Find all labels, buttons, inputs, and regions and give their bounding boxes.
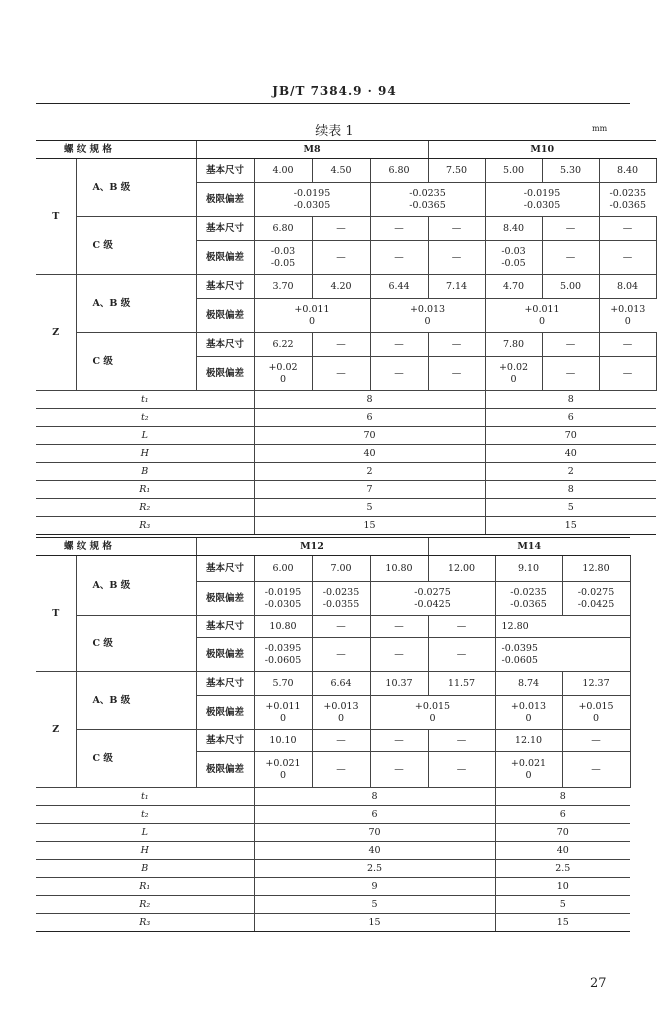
table-cell: 5 [254, 499, 485, 517]
table-cell: — [370, 217, 428, 241]
tolerance-label: 极限偏差 [196, 183, 254, 217]
table-cell: — [428, 616, 495, 638]
grade-label: C 级 [76, 217, 196, 275]
table-cell: — [428, 730, 495, 752]
thread-spec-header: M10 [428, 141, 656, 159]
table-cell: -0.03 -0.05 [485, 241, 542, 275]
table-cell: -0.0395 -0.0605 [495, 638, 630, 672]
table-cell: — [599, 357, 656, 391]
table-cell: — [428, 357, 485, 391]
table-cell: 4.70 [485, 275, 542, 299]
table-cell: -0.0195 -0.0305 [254, 582, 312, 616]
grade-label: C 级 [76, 730, 196, 788]
table-cell: 2 [485, 463, 656, 481]
table-cell: 15 [254, 517, 485, 535]
table-cell: — [312, 241, 370, 275]
table-cell: 7 [254, 481, 485, 499]
table-cell: 8 [495, 788, 630, 806]
param-label: H [36, 445, 254, 463]
grade-label: A、B 级 [76, 556, 196, 616]
table-cell: 6.64 [312, 672, 370, 696]
table-cell: 5.70 [254, 672, 312, 696]
table-cell: 12.00 [428, 556, 495, 582]
table-cell: — [542, 333, 599, 357]
table-cell: 40 [254, 842, 495, 860]
table-cell: — [370, 333, 428, 357]
table-cell: — [370, 616, 428, 638]
table-cell: -0.0235 -0.0365 [495, 582, 562, 616]
type-label: Z [36, 672, 76, 788]
table-cell: -0.0235 -0.0355 [312, 582, 370, 616]
table-cell: +0.011 0 [254, 696, 312, 730]
table-cell: 9.10 [495, 556, 562, 582]
spec-header-label: 螺 纹 规 格 [36, 141, 196, 159]
thread-spec-header: M8 [196, 141, 428, 159]
table-cell: 40 [495, 842, 630, 860]
table-cell: 10.80 [254, 616, 312, 638]
grade-label: A、B 级 [76, 672, 196, 730]
table-cell: 8 [254, 391, 485, 409]
type-label: T [36, 159, 76, 275]
table-cell: 9 [254, 878, 495, 896]
table-cell: — [542, 241, 599, 275]
table-cell: 40 [485, 445, 656, 463]
table-cell: 6 [485, 409, 656, 427]
table-cell: 4.20 [312, 275, 370, 299]
table-cell: 2 [254, 463, 485, 481]
table-cell: — [312, 333, 370, 357]
table-cell: 2.5 [254, 860, 495, 878]
table-title: 续表 1 [315, 124, 354, 139]
table-cell: 10.10 [254, 730, 312, 752]
basic-size-label: 基本尺寸 [196, 556, 254, 582]
table-cell: 15 [254, 914, 495, 932]
table-cell: 8.04 [599, 275, 656, 299]
grade-label: C 级 [76, 616, 196, 672]
tolerance-label: 极限偏差 [196, 241, 254, 275]
table-cell: -0.0235 -0.0365 [599, 183, 656, 217]
basic-size-label: 基本尺寸 [196, 275, 254, 299]
table-cell: +0.021 0 [254, 752, 312, 788]
table-cell: 7.00 [312, 556, 370, 582]
table-cell: 10.37 [370, 672, 428, 696]
param-label: R₁ [36, 481, 254, 499]
table-cell: 70 [254, 824, 495, 842]
table-cell: +0.011 0 [254, 299, 370, 333]
table-cell: 12.37 [562, 672, 630, 696]
basic-size-label: 基本尺寸 [196, 730, 254, 752]
param-label: R₃ [36, 914, 254, 932]
table-cell: 70 [254, 427, 485, 445]
table-cell: — [562, 752, 630, 788]
page-number: 27 [590, 976, 607, 991]
tolerance-label: 极限偏差 [196, 696, 254, 730]
table-cell: 5 [485, 499, 656, 517]
grade-label: A、B 级 [76, 159, 196, 217]
param-label: t₁ [36, 391, 254, 409]
table-cell: — [562, 730, 630, 752]
param-label: t₁ [36, 788, 254, 806]
spec-header-label: 螺 纹 规 格 [36, 538, 196, 556]
table-cell: — [428, 333, 485, 357]
table-cell: — [542, 217, 599, 241]
tolerance-label: 极限偏差 [196, 638, 254, 672]
table-cell: +0.015 0 [370, 696, 495, 730]
table-cell: — [599, 333, 656, 357]
table-cell: — [370, 241, 428, 275]
basic-size-label: 基本尺寸 [196, 672, 254, 696]
type-label: T [36, 556, 76, 672]
unit-label: mm [592, 124, 608, 133]
table-cell: 8 [485, 391, 656, 409]
table-cell: — [428, 752, 495, 788]
param-label: R₃ [36, 517, 254, 535]
table-cell: +0.013 0 [312, 696, 370, 730]
table-cell: 10.80 [370, 556, 428, 582]
table-cell: 3.70 [254, 275, 312, 299]
basic-size-label: 基本尺寸 [196, 159, 254, 183]
table-cell: 10 [495, 878, 630, 896]
table-cell: 5.00 [485, 159, 542, 183]
table-cell: 8.40 [485, 217, 542, 241]
table-cell: +0.011 0 [485, 299, 599, 333]
table-cell: 4.00 [254, 159, 312, 183]
grade-label: A、B 级 [76, 275, 196, 333]
spec-table-section-1 [36, 140, 656, 535]
table-cell: 6 [495, 806, 630, 824]
param-label: R₂ [36, 499, 254, 517]
table-cell: — [599, 217, 656, 241]
tolerance-label: 极限偏差 [196, 299, 254, 333]
param-label: L [36, 824, 254, 842]
basic-size-label: 基本尺寸 [196, 333, 254, 357]
spec-table-section-2 [36, 537, 630, 932]
table-cell: 6.22 [254, 333, 312, 357]
table-cell: — [370, 752, 428, 788]
document-code: JB/T 7384.9 · 94 [272, 84, 397, 98]
table-cell: 15 [495, 914, 630, 932]
param-label: R₁ [36, 878, 254, 896]
table-cell: — [370, 638, 428, 672]
thread-spec-header: M12 [196, 538, 428, 556]
table-cell: 12.80 [495, 616, 630, 638]
table-cell: — [428, 217, 485, 241]
table-cell: — [312, 217, 370, 241]
table-cell: -0.0275 -0.0425 [370, 582, 495, 616]
thread-spec-header: M14 [428, 538, 630, 556]
table-cell: 40 [254, 445, 485, 463]
table-cell: — [599, 241, 656, 275]
table-cell: 6.80 [254, 217, 312, 241]
table-cell: 6.00 [254, 556, 312, 582]
table-cell: 12.80 [562, 556, 630, 582]
table-cell: -0.0395 -0.0605 [254, 638, 312, 672]
grade-label: C 级 [76, 333, 196, 391]
table-cell: 4.50 [312, 159, 370, 183]
table-cell: — [370, 730, 428, 752]
table-cell: +0.02 0 [254, 357, 312, 391]
table-cell: +0.013 0 [495, 696, 562, 730]
table-cell: 8.40 [599, 159, 656, 183]
param-label: t₂ [36, 409, 254, 427]
table-cell: 6 [254, 806, 495, 824]
param-label: H [36, 842, 254, 860]
table-cell: -0.0195 -0.0305 [254, 183, 370, 217]
table-cell: 7.80 [485, 333, 542, 357]
param-label: R₂ [36, 896, 254, 914]
table-cell: — [312, 730, 370, 752]
table-cell: 8 [485, 481, 656, 499]
table-cell: — [312, 638, 370, 672]
table-cell: 6 [254, 409, 485, 427]
table-cell: 6.44 [370, 275, 428, 299]
tolerance-label: 极限偏差 [196, 582, 254, 616]
table-cell: 15 [485, 517, 656, 535]
type-label: Z [36, 275, 76, 391]
table-cell: 70 [495, 824, 630, 842]
tolerance-label: 极限偏差 [196, 752, 254, 788]
table-cell: 5 [254, 896, 495, 914]
table-cell: -0.03 -0.05 [254, 241, 312, 275]
basic-size-label: 基本尺寸 [196, 616, 254, 638]
table-cell: 2.5 [495, 860, 630, 878]
table-cell: 7.50 [428, 159, 485, 183]
table-cell: — [428, 638, 495, 672]
basic-size-label: 基本尺寸 [196, 217, 254, 241]
table-cell: 8 [254, 788, 495, 806]
table-cell: +0.015 0 [562, 696, 630, 730]
table-cell: 11.57 [428, 672, 495, 696]
table-cell: 8.74 [495, 672, 562, 696]
param-label: B [36, 463, 254, 481]
table-cell: 5.00 [542, 275, 599, 299]
table-cell: -0.0275 -0.0425 [562, 582, 630, 616]
table-cell: 70 [485, 427, 656, 445]
header-rule [36, 103, 630, 104]
param-label: B [36, 860, 254, 878]
table-cell: — [312, 357, 370, 391]
table-cell: — [428, 241, 485, 275]
table-cell: +0.013 0 [599, 299, 656, 333]
table-cell: 5.30 [542, 159, 599, 183]
table-cell: +0.013 0 [370, 299, 485, 333]
param-label: t₂ [36, 806, 254, 824]
table-cell: 6.80 [370, 159, 428, 183]
table-cell: 7.14 [428, 275, 485, 299]
table-cell: 12.10 [495, 730, 562, 752]
table-cell: — [370, 357, 428, 391]
table-cell: — [542, 357, 599, 391]
table-cell: — [312, 752, 370, 788]
table-cell: 5 [495, 896, 630, 914]
table-cell: +0.021 0 [495, 752, 562, 788]
table-cell: -0.0235 -0.0365 [370, 183, 485, 217]
param-label: L [36, 427, 254, 445]
table-cell: -0.0195 -0.0305 [485, 183, 599, 217]
table-cell: +0.02 0 [485, 357, 542, 391]
table-cell: — [312, 616, 370, 638]
tolerance-label: 极限偏差 [196, 357, 254, 391]
